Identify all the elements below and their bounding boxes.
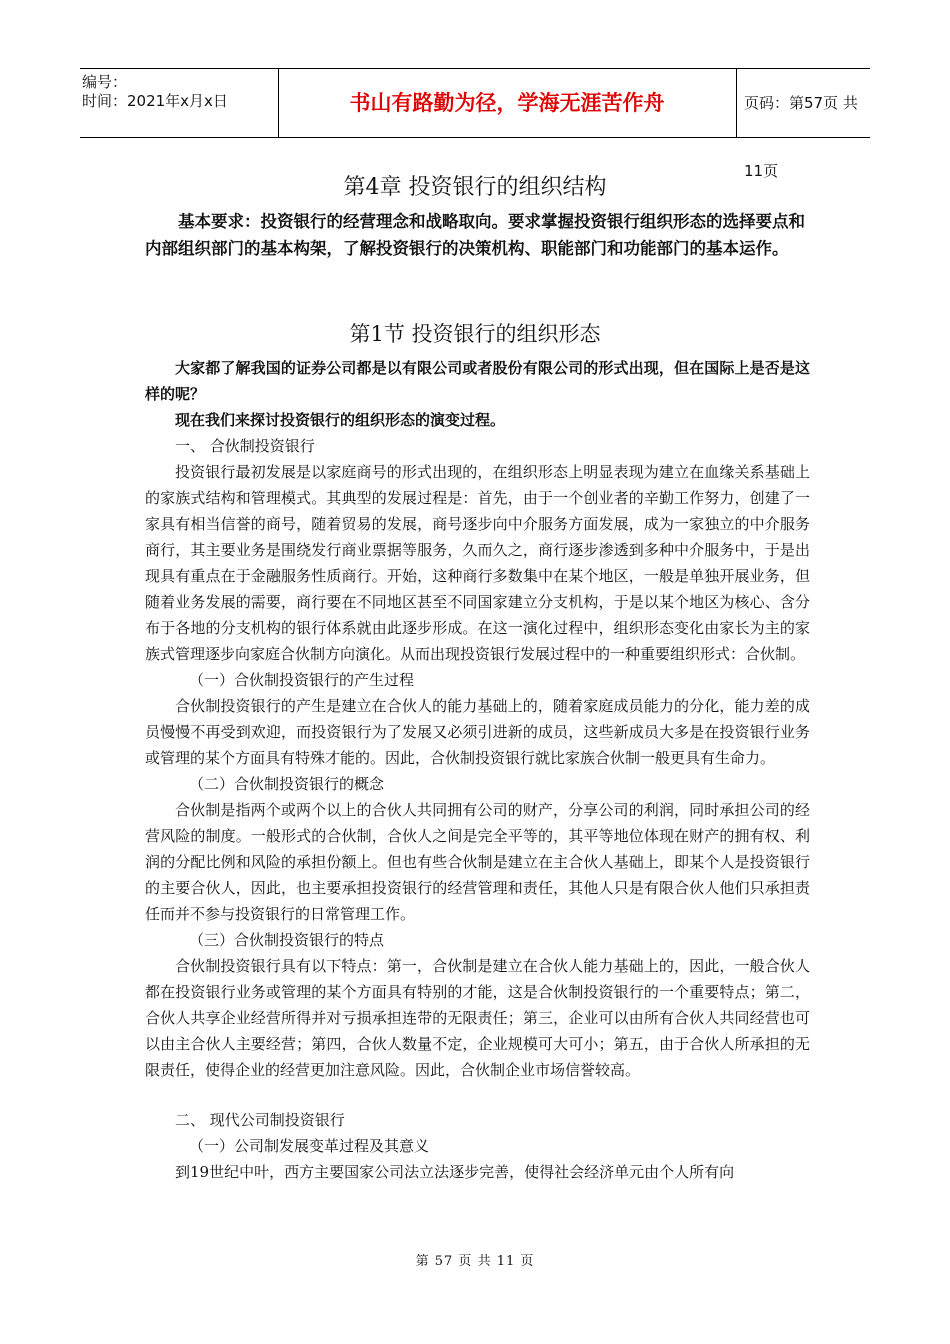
heading-level1: 二、 现代公司制投资银行: [175, 1111, 345, 1129]
header-divider: [736, 69, 737, 137]
paragraph: 合伙制投资银行的产生是建立在合伙人的能力基础上的，随着家庭成员能力的分化，能力差的成员慢慢不再受到欢迎，而投资银行为了发展又必须引进新的成员，这些新成员大多是在投资银行业务或管理的某个方面具有特殊才能的。因此，合伙制投资银行就比家族合伙制一般更具有生命力。: [145, 697, 810, 767]
paragraph: 合伙制投资银行具有以下特点：第一，合伙制是建立在合伙人能力基础上的，因此，一般合伙人都在投资银行业务或管理的某个方面具有特别的才能，这是合伙制投资银行的一个重要特点；第二，合伙人共享企业经营所得并对亏损承担连带的无限责任；第三，企业可以由所有合伙人共同经营也可以由主合伙人主要经营；第四，合伙人数量不定，企业规模可大可小；第五，由于合伙人所承担的无限责任，使得企业的经营更加注意风险。因此，合伙制企业市场信誉较高。: [145, 957, 810, 1079]
paragraph: 现在我们来探讨投资银行的组织形态的演变过程。: [175, 411, 506, 429]
page-footer: 第 57 页 共 11 页: [415, 1254, 535, 1269]
heading-level2: （一）公司制发展变革过程及其意义: [189, 1137, 430, 1155]
paragraph: 合伙制是指两个或两个以上的合伙人共同拥有公司的财产，分享公司的利润，同时承担公司的经营风险的制度。一般形式的合伙制，合伙人之间是完全平等的，其平等地位体现在财产的拥有权、利润的分配比例和风险的承担份额上。但也有些合伙制是建立在主合伙人基础上，即某个人是投资银行的主要合伙人，因此，也主要承担投资银行的经营管理和责任，其他人只是有限合伙人他们只承担责任而并不参与投资银行的日常管理工作。: [145, 801, 810, 923]
paragraph: 到19世纪中叶，西方主要国家公司法立法逐步完善，使得社会经济单元由个人所有向: [175, 1163, 735, 1181]
basic-requirement: 基本要求：投资银行的经营理念和战略取向。要求掌握投资银行组织形态的选择要点和内部组织部门的基本构架，了解投资银行的决策机构、职能部门和功能部门的基本运作。: [145, 212, 805, 258]
page-header: [80, 68, 870, 180]
header-number-label: 编号：: [82, 73, 128, 91]
section-title: 第1节 投资银行的组织形态: [349, 322, 601, 346]
header-date-label: 时间：2021年x月x日: [82, 92, 228, 110]
header-meta: [82, 69, 278, 137]
body-text: [145, 355, 810, 1185]
heading-level2: （二）合伙制投资银行的概念: [189, 775, 385, 793]
heading-level1: 一、 合伙制投资银行: [175, 437, 315, 455]
heading-level2: （一）合伙制投资银行的产生过程: [189, 671, 415, 689]
paragraph: 大家都了解我国的证券公司都是以有限公司或者股份有限公司的形式出现，但在国际上是否是这样的呢？: [145, 359, 810, 403]
header-motto: 书山有路勤为径，学海无涯苦作舟: [349, 91, 665, 115]
heading-level2: （三）合伙制投资银行的特点: [189, 931, 385, 949]
chapter-title: 第4章 投资银行的组织结构: [343, 175, 607, 200]
header-page-number: 页码：第57页 共11页: [744, 94, 858, 180]
paragraph: 投资银行最初发展是以家庭商号的形式出现的，在组织形态上明显表现为建立在血缘关系基础上的家族式结构和管理模式。其典型的发展过程是：首先，由于一个创业者的辛勤工作努力，创建了一家具有相当信誉的商号，随着贸易的发展，商号逐步向中介服务方面发展，成为一家独立的中介服务商行，其主要业务是围绕发行商业票据等服务，久而久之，商行逐步渗透到多种中介服务中，于是出现具有重点在于金融服务性质商行。开始，这种商行多数集中在某个地区，一般是单独开展业务，但随着业务发展的需要，商行要在不同地区甚至不同国家建立分支机构，于是以某个地区为核心、含分布于各地的分支机构的银行体系就由此逐步形成。在这一演化过程中，组织形态变化由家长为主的家族式管理逐步向家庭合伙制方向演化。从而出现投资银行发展过程中的一种重要组织形式：合伙制。: [145, 463, 810, 663]
